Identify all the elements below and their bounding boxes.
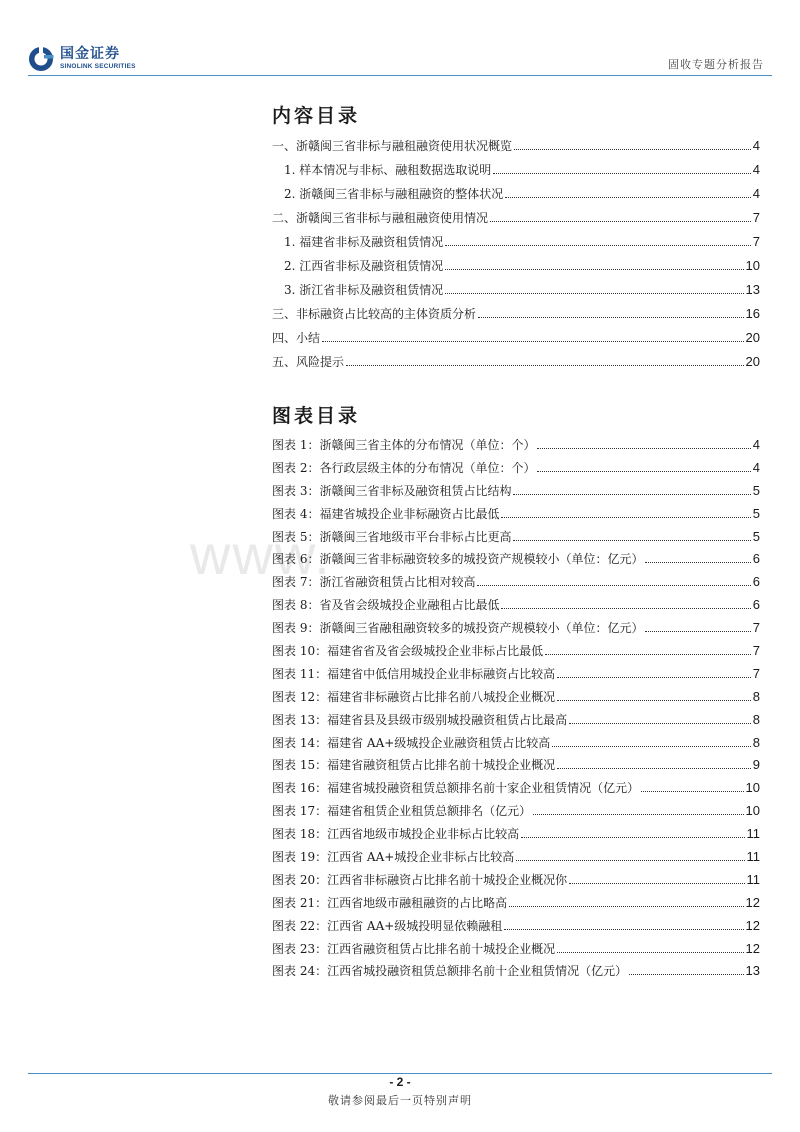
dot-leader <box>346 365 744 366</box>
figure-entry-page: 5 <box>752 528 760 544</box>
contents-entry[interactable] <box>272 182 760 206</box>
contents-entry-page: 20 <box>745 354 760 369</box>
contents-entry-title: 3. 浙江省非标及融资租赁情况 <box>284 283 444 297</box>
contents-entry-page: 4 <box>752 138 760 153</box>
report-type-label: 固收专题分析报告 <box>668 58 764 71</box>
figure-entry-title: 图表 17：福建省租赁企业租赁总额排名（亿元） <box>272 804 532 819</box>
figure-entry-page: 7 <box>752 643 760 659</box>
contents-entry[interactable] <box>272 206 760 230</box>
dot-leader <box>645 562 750 563</box>
figure-entry-title: 图表 9：浙赣闽三省融租融资较多的城投资产规模较小（单位：亿元） <box>272 621 644 636</box>
contents-entry-page: 10 <box>745 258 760 273</box>
figure-entry-page: 8 <box>752 711 760 727</box>
footer-divider <box>28 1073 772 1074</box>
header-divider <box>28 75 772 76</box>
figure-entry-title: 图表 5：浙赣闽三省地级市平台非标占比更高 <box>272 529 512 544</box>
figure-entry[interactable] <box>272 526 760 549</box>
figure-entry-title: 图表 11：福建省中低信用城投企业非标融资占比较高 <box>272 666 556 681</box>
dot-leader <box>514 149 751 150</box>
dot-leader <box>477 585 750 586</box>
contents-entry-title: 二、浙赣闽三省非标与融租融资使用情况 <box>272 211 489 225</box>
company-logo <box>28 44 136 74</box>
figure-entry-page: 6 <box>752 574 760 590</box>
figure-entry-title: 图表 19：江西省 AA+城投企业非标占比较高 <box>272 850 515 865</box>
figure-entry[interactable] <box>272 777 760 800</box>
figure-entry-title: 图表 23：江西省融资租赁占比排名前十城投企业概况 <box>272 941 556 956</box>
figure-entry[interactable] <box>272 457 760 480</box>
figure-entry-title: 图表 18：江西省地级市城投企业非标占比较高 <box>272 827 520 842</box>
figure-entry-page: 12 <box>745 894 760 910</box>
dot-leader <box>504 929 743 930</box>
watermark: www. <box>190 523 332 586</box>
figure-entry-page: 11 <box>746 849 760 865</box>
contents-entry-page: 20 <box>745 330 760 345</box>
contents-entry-page: 7 <box>752 234 760 249</box>
figure-entry[interactable] <box>272 915 760 938</box>
contents-entry-page: 13 <box>745 282 760 297</box>
figure-entry[interactable] <box>272 892 760 915</box>
dot-leader <box>552 746 750 747</box>
figure-entry[interactable] <box>272 480 760 503</box>
figure-entry[interactable] <box>272 640 760 663</box>
figure-entry-page: 10 <box>745 803 760 819</box>
figure-entry[interactable] <box>272 503 760 526</box>
figure-entry-title: 图表 20：江西省非标融资占比排名前十城投企业概况你 <box>272 872 568 887</box>
figure-entry-title: 图表 10：福建省省及省会级城投企业非标占比最低 <box>272 644 544 659</box>
sinolink-logo-icon <box>28 46 54 72</box>
dot-leader <box>569 883 744 884</box>
toc-content <box>272 104 760 983</box>
logo-chinese-name: 国金证券 <box>60 46 120 63</box>
dot-leader <box>445 269 743 270</box>
contents-entry[interactable] <box>272 230 760 254</box>
dot-leader <box>490 221 751 222</box>
figure-entry-page: 5 <box>752 482 760 498</box>
figure-entry-page: 5 <box>752 505 760 521</box>
dot-leader <box>641 791 743 792</box>
dot-leader <box>557 677 751 678</box>
figure-entry[interactable] <box>272 754 760 777</box>
figure-entry-page: 13 <box>745 963 760 979</box>
figure-entry[interactable] <box>272 548 760 571</box>
dot-leader <box>533 814 743 815</box>
logo-english-name: SINOLINK SECURITIES <box>60 63 136 71</box>
figure-entry[interactable] <box>272 571 760 594</box>
figures-list <box>272 434 760 983</box>
figure-entry-page: 10 <box>745 780 760 796</box>
page-header <box>0 0 800 78</box>
contents-entry-title: 五、风险提示 <box>272 355 345 369</box>
dot-leader <box>645 631 750 632</box>
contents-entry[interactable] <box>272 326 760 350</box>
figure-entry[interactable] <box>272 709 760 732</box>
dot-leader <box>322 341 744 342</box>
dot-leader <box>501 517 750 518</box>
dot-leader <box>501 608 750 609</box>
figure-entry-page: 12 <box>745 917 760 933</box>
contents-entry-page: 7 <box>752 210 760 225</box>
figure-entry-title: 图表 3：浙赣闽三省非标及融资租赁占比结构 <box>272 483 512 498</box>
dot-leader <box>493 173 751 174</box>
figure-entry-title: 图表 6：浙赣闽三省非标融资较多的城投资产规模较小（单位：亿元） <box>272 552 644 567</box>
figure-entry-page: 7 <box>752 620 760 636</box>
contents-entry-page: 4 <box>752 162 760 177</box>
dot-leader <box>509 906 743 907</box>
figure-entry-title: 图表 13：福建省县及县级市级别城投融资租赁占比最高 <box>272 712 568 727</box>
dot-leader <box>569 723 751 724</box>
dot-leader <box>521 837 744 838</box>
contents-entry[interactable] <box>272 350 760 374</box>
figure-entry[interactable] <box>272 800 760 823</box>
figure-entry-title: 图表 15：福建省融资租赁占比排名前十城投企业概况 <box>272 758 556 773</box>
dot-leader <box>557 700 751 701</box>
contents-entry[interactable] <box>272 158 760 182</box>
dot-leader <box>445 245 751 246</box>
figure-entry-page: 8 <box>752 688 760 704</box>
contents-entry-title: 2. 浙赣闽三省非标与融租融资的整体状况 <box>284 187 504 201</box>
figure-entry-title: 图表 4：福建省城投企业非标融资占比最低 <box>272 506 500 521</box>
contents-entry-title: 2. 江西省非标及融资租赁情况 <box>284 259 444 273</box>
contents-entry[interactable] <box>272 134 760 158</box>
dot-leader <box>513 494 750 495</box>
figure-entry-title: 图表 2：各行政层级主体的分布情况（单位：个） <box>272 460 536 475</box>
figure-entry[interactable] <box>272 434 760 457</box>
dot-leader <box>505 197 751 198</box>
dot-leader <box>445 293 743 294</box>
figure-entry-title: 图表 1：浙赣闽三省主体的分布情况（单位：个） <box>272 438 536 452</box>
figure-entry-page: 4 <box>752 437 760 452</box>
contents-list <box>272 134 760 374</box>
figure-entry-page: 8 <box>752 734 760 750</box>
figure-entry-title: 图表 12：福建省非标融资占比排名前八城投企业概况 <box>272 689 556 704</box>
contents-entry[interactable] <box>272 302 760 326</box>
figure-entry-title: 图表 21：江西省地级市融租融资的占比略高 <box>272 895 508 910</box>
figure-entry-title: 图表 8：省及省会级城投企业融租占比最低 <box>272 598 500 613</box>
dot-leader <box>557 768 751 769</box>
contents-entry-title: 三、非标融资占比较高的主体资质分析 <box>272 307 477 321</box>
dot-leader <box>545 654 751 655</box>
disclaimer-note: 敬请参阅最后一页特别声明 <box>328 1094 472 1107</box>
dot-leader <box>478 317 744 318</box>
contents-entry-page: 4 <box>752 186 760 201</box>
figure-entry[interactable] <box>272 846 760 869</box>
contents-title: 内容目录 <box>272 105 361 127</box>
figure-entry[interactable] <box>272 732 760 755</box>
figure-entry-title: 图表 22：江西省 AA+级城投明显依赖融租 <box>272 918 503 933</box>
figure-entry[interactable] <box>272 594 760 617</box>
contents-entry-title: 1. 福建省非标及融资租赁情况 <box>284 235 444 249</box>
contents-entry-page: 16 <box>745 306 760 321</box>
figure-entry[interactable] <box>272 663 760 686</box>
figure-entry-title: 图表 16：福建省城投融资租赁总额排名前十家企业租赁情况（亿元） <box>272 781 640 796</box>
figure-entry-page: 11 <box>746 826 760 842</box>
dot-leader <box>629 974 743 975</box>
contents-entry-title: 一、浙赣闽三省非标与融租融资使用状况概览 <box>272 139 513 153</box>
page-number: - 2 - <box>389 1075 411 1089</box>
figure-entry-page: 9 <box>752 757 760 773</box>
figure-entry[interactable] <box>272 960 760 983</box>
figure-entry-page: 12 <box>745 940 760 956</box>
figure-entry-title: 图表 24：江西省城投融资租赁总额排名前十企业租赁情况（亿元） <box>272 964 628 979</box>
figure-entry-page: 4 <box>752 459 760 475</box>
dot-leader <box>537 471 750 472</box>
figure-entry-page: 7 <box>752 665 760 681</box>
dot-leader <box>516 860 744 861</box>
contents-entry[interactable] <box>272 254 760 278</box>
contents-section <box>272 104 760 374</box>
figures-section <box>272 404 760 983</box>
contents-entry-title: 1. 样本情况与非标、融租数据选取说明 <box>284 163 492 177</box>
figure-entry-title: 图表 14：福建省 AA+级城投企业融资租赁占比较高 <box>272 735 551 750</box>
figure-entry[interactable] <box>272 938 760 961</box>
dot-leader <box>513 540 750 541</box>
figure-entry[interactable] <box>272 686 760 709</box>
figure-entry[interactable] <box>272 869 760 892</box>
dot-leader <box>537 448 750 449</box>
contents-entry[interactable] <box>272 278 760 302</box>
figure-entry-title: 图表 7：浙江省融资租赁占比相对较高 <box>272 575 476 590</box>
contents-entry-title: 四、小结 <box>272 331 321 345</box>
figure-entry-page: 6 <box>752 551 760 567</box>
figure-entry-page: 6 <box>752 597 760 613</box>
figures-title: 图表目录 <box>272 405 361 427</box>
figure-entry[interactable] <box>272 617 760 640</box>
figure-entry[interactable] <box>272 823 760 846</box>
dot-leader <box>557 952 743 953</box>
figure-entry-page: 11 <box>746 871 760 887</box>
